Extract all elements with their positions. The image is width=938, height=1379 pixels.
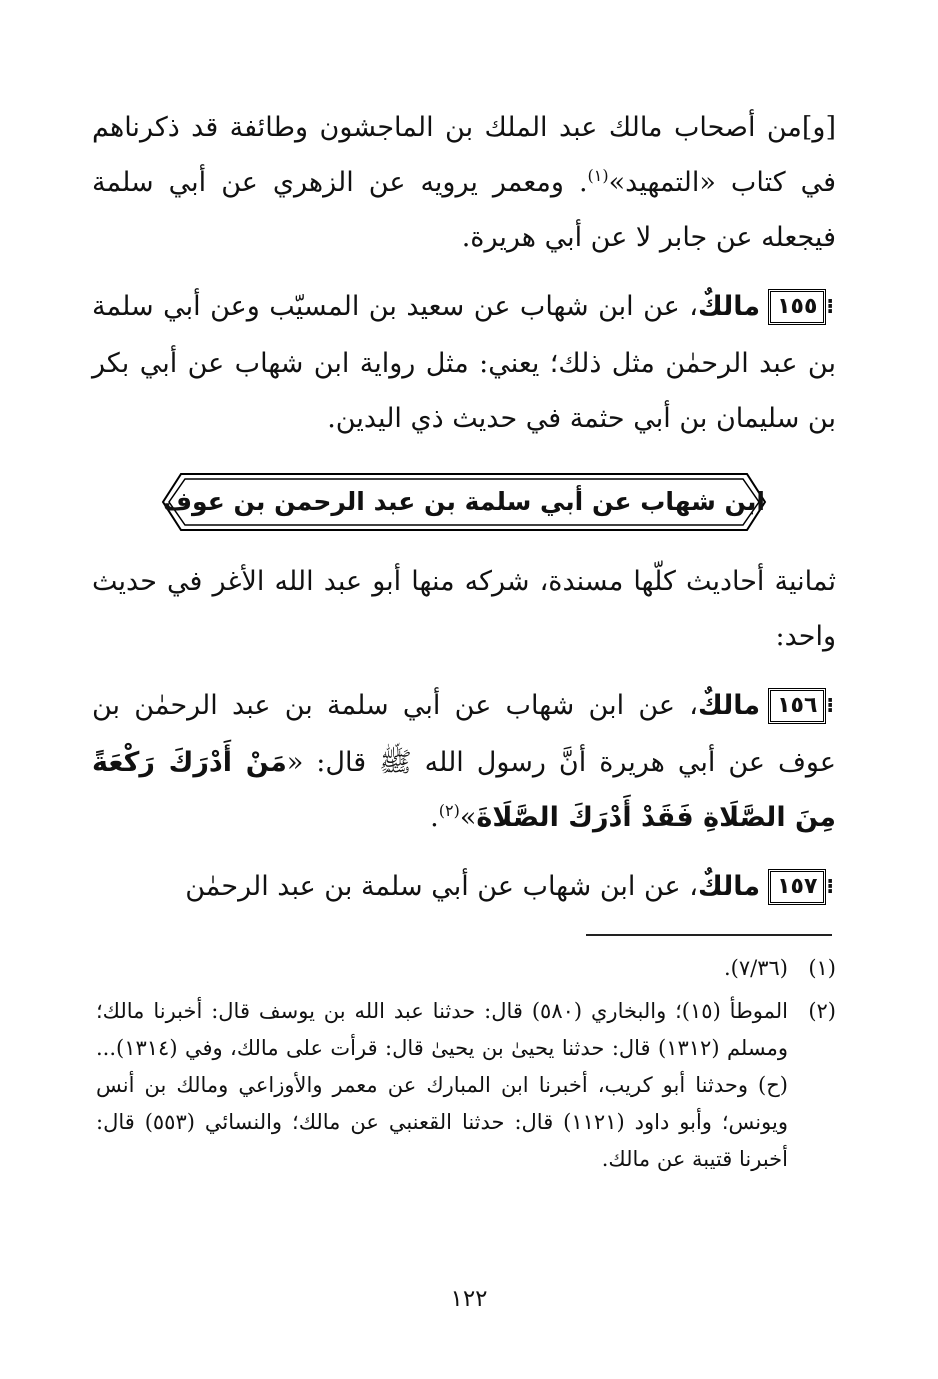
hadith-156 <box>92 678 836 845</box>
hadith-number-badge <box>768 676 836 733</box>
hadith-text: ، عن ابن شهاب عن أبي سلمة بن عبد الرحمٰن بن عوف عن أبي هريرة أنَّ رسول الله ﷺ قال: « <box>92 690 836 778</box>
main-text <box>92 100 836 916</box>
narrator-name: مالكٌ <box>697 871 761 902</box>
hadith-text: ، عن ابن شهاب عن سعيد بن المسيّب وعن أبي سلمة بن عبد الرحمٰن مثل ذلك؛ يعني: مثل رواية ابن شهاب عن أبي بكر بن سليمان بن أبي حثمة في حديث ذي اليدين. <box>92 291 836 434</box>
hadith-tail: . <box>430 802 439 833</box>
hadith-157 <box>92 859 836 916</box>
hadith-number: ١٥٧ <box>768 869 826 905</box>
quote-close-mark: » <box>459 802 477 833</box>
footnotes <box>96 950 836 1184</box>
hadith-text: ، عن ابن شهاب عن أبي سلمة بن عبد الرحمٰن <box>185 871 698 902</box>
badge-ornament-icon: ⁝ <box>826 874 834 898</box>
footnote-ref-2[interactable]: (٢) <box>438 801 460 820</box>
section-title-frame <box>159 472 769 532</box>
section-title: ابن شهاب عن أبي سلمة بن عبد الرحمن بن عوف <box>163 487 765 516</box>
footnote-ref-1[interactable]: (١) <box>587 166 609 185</box>
footnote-number: (٢) <box>808 999 836 1023</box>
footnote-number: (١) <box>808 956 836 980</box>
paragraph-text-tail: . ومعمر يرويه عن الزهري عن أبي سلمة فيجعله عن جابر لا عن أبي هريرة. <box>92 167 836 253</box>
section-intro: ثمانية أحاديث كلّها مسندة، شركه منها أبو عبد الله الأغر في حديث واحد: <box>92 566 836 652</box>
footnote-text: الموطأ (١٥)؛ والبخاري (٥٨٠) قال: حدثنا عبد الله بن يوسف قال: أخبرنا مالك؛ ومسلم (١٣١٢) قال: حدثنا يحيىٰ بن يحيىٰ قال: قرأت على مالك، وفي (١٣١٤)... (ح) وحدثنا أبو كريب، أخبرنا ابن المبارك عن معمر والأوزاعي ومالك بن أنس ويونس؛ وأبو داود (١١٢١) قال: حدثنا القعنبي عن مالك؛ والنسائي (٥٥٣) قال: أخبرنا قتيبة عن مالك. <box>96 999 789 1171</box>
hadith-number-badge <box>768 857 836 914</box>
badge-ornament-icon: ⁝ <box>826 294 834 318</box>
paragraph-text: [و]من أصحاب مالك عبد الملك بن الماجشون وطائفة قد ذكرناهم في كتاب «التمهيد» <box>92 112 836 198</box>
hadith-quote: مَنْ أَدْرَكَ رَكْعَةً مِنَ الصَّلَاةِ فَقَدْ أَدْرَكَ الصَّلَاةَ <box>92 747 836 833</box>
hadith-number: ١٥٦ <box>768 688 826 724</box>
paragraph-intro-malik-companions <box>92 100 836 265</box>
footnote-divider <box>586 934 832 936</box>
narrator-name: مالكٌ <box>697 291 761 322</box>
page-number: ١٢٢ <box>450 1286 488 1312</box>
badge-ornament-icon: ⁝ <box>826 693 834 717</box>
hadith-number: ١٥٥ <box>768 289 826 325</box>
hadith-number-badge <box>768 277 836 334</box>
hadith-155 <box>92 279 836 446</box>
footnote-1 <box>96 950 836 987</box>
narrator-name: مالكٌ <box>697 690 761 721</box>
footnote-text: (٧/٣٦). <box>724 956 788 980</box>
footnote-2 <box>96 993 836 1178</box>
